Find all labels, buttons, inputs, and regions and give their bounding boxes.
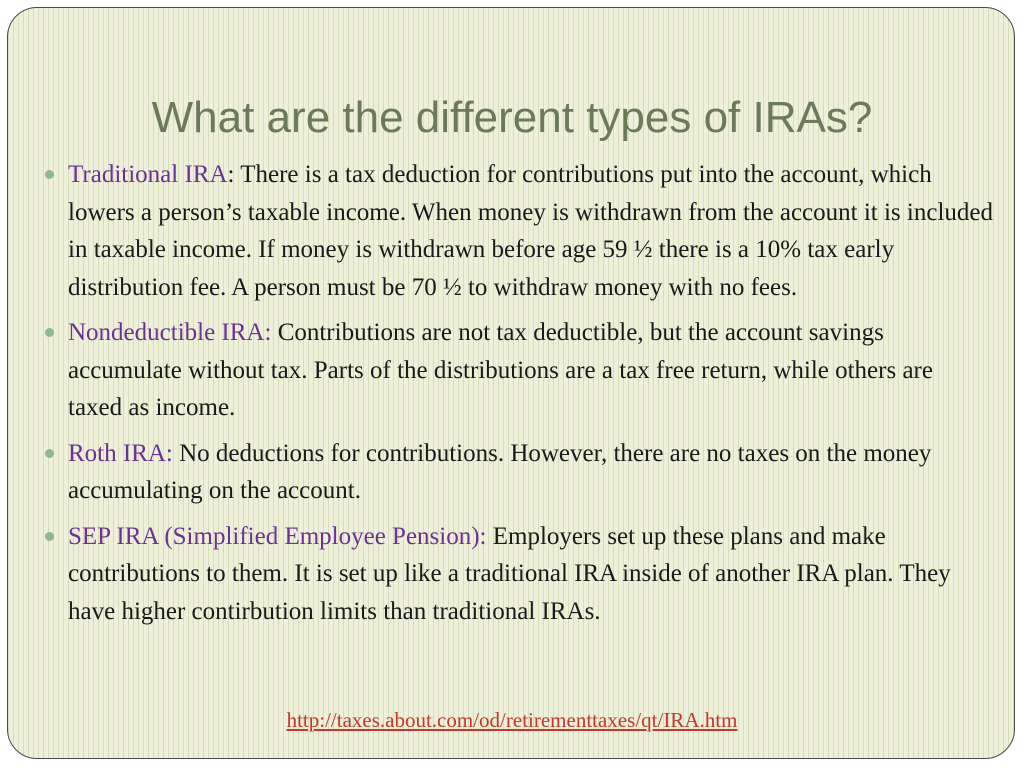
bullet-item-sep-ira [68,518,993,631]
bullet-text: : There is a tax deduction for contributions put into the account, which lowers a person’s taxable income. When money is withdrawn from the account it is included in taxable income. If money is withdrawn before age 59 ½ there is a 10% tax early distribution fee. A person must be 70 ½ to withdraw money with no fees. [68,161,993,301]
source-link[interactable]: http://taxes.about.com/od/retirementtaxes/qt/IRA.htm [286,708,738,732]
slide [7,7,1015,759]
bullet-term: Roth IRA: [68,439,173,467]
bullet-text: Employers set up these plans and make contributions to them. It is set up like a traditional IRA inside of another IRA plan. They have higher contirbution limits than traditional IRAs. [68,522,951,625]
bullet-item-traditional-ira [68,156,993,306]
bullet-dot-icon [45,170,54,179]
slide-title: What are the different types of IRAs? [151,93,873,142]
bullet-dot-icon [45,449,54,458]
bullet-term: Traditional IRA [68,161,228,188]
bullet-text: No deductions for contributions. However, there are no taxes on the money accumulating on the account. [68,439,932,504]
bullet-term: SEP IRA (Simplified Employee Pension): [68,522,487,550]
bullet-item-roth-ira [68,435,993,510]
bullet-term: Nondeductible IRA: [68,319,272,346]
bullet-item-nondeductible-ira [68,314,993,427]
bullet-dot-icon [45,328,54,337]
bullet-dot-icon [45,532,54,541]
bullet-list [68,156,993,638]
bullet-text: Contributions are not tax deductible, but the account savings accumulate without tax. Parts of the distributions are a tax free return, while others are taxed as income. [68,319,933,421]
